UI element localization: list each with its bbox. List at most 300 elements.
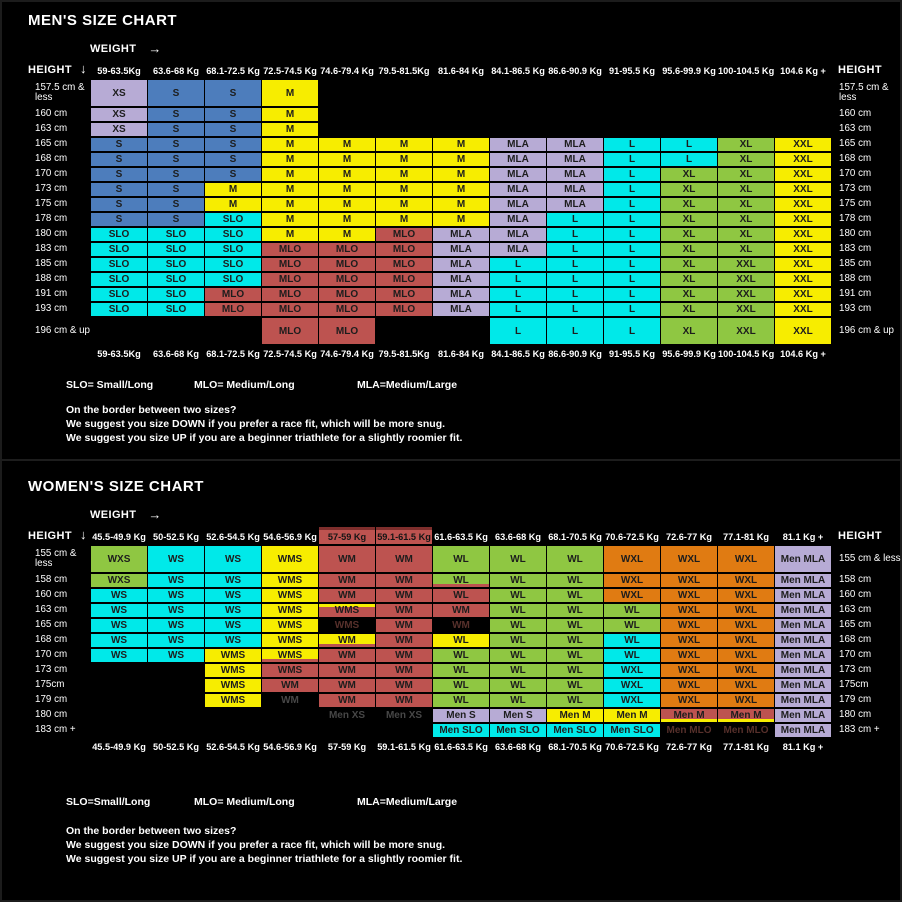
weight-column-footer: 84.1-86.5 Kg [491, 349, 545, 359]
size-cell [490, 123, 546, 136]
size-cell: WMS [205, 649, 261, 662]
weight-column-footer: 54.6-56.9 Kg [263, 742, 317, 752]
size-cell: S [91, 213, 147, 226]
size-cell: L [604, 168, 660, 181]
size-cell: M [376, 183, 432, 196]
size-cell: XL [661, 318, 717, 344]
size-cell: SLO [148, 288, 204, 301]
size-cell: WL [604, 604, 660, 617]
size-cell: SLO [148, 273, 204, 286]
size-cell: XXL [718, 273, 774, 286]
size-cell: M [376, 198, 432, 211]
size-cell: MLO [205, 288, 261, 301]
size-cell: WL [604, 649, 660, 662]
legend-mla: MLA=Medium/Large [357, 796, 458, 808]
size-cell: Men MLA [775, 619, 831, 632]
height-row-label: 188 cm [35, 273, 68, 285]
size-cell: WL [433, 664, 489, 677]
size-cell: WM [376, 604, 432, 617]
weight-column-header: 68.1-70.5 Kg [548, 532, 602, 542]
size-cell [319, 80, 375, 106]
size-cell: S [205, 153, 261, 166]
size-cell: MLA [490, 138, 546, 151]
size-cell: WL [547, 649, 603, 662]
size-cell: WL [490, 546, 546, 572]
size-cell: WM [262, 694, 318, 707]
size-cell: L [547, 228, 603, 241]
size-cell: L [604, 153, 660, 166]
size-cell: WXL [604, 546, 660, 572]
height-row-label: 157.5 cm & less [839, 81, 889, 103]
size-cell: WM [319, 589, 375, 602]
size-cell: Men MLA [775, 634, 831, 647]
height-axis-label-right: HEIGHT [838, 530, 882, 542]
height-row-label: 179 cm [35, 694, 68, 706]
weight-column-footer: 79.5-81.5Kg [378, 349, 430, 359]
size-cell: M [205, 198, 261, 211]
size-cell: L [661, 153, 717, 166]
mens-legend [66, 379, 902, 391]
size-cell: WL [547, 546, 603, 572]
size-cell: WM [376, 694, 432, 707]
size-cell: WL [433, 679, 489, 692]
size-cell: Men XS [319, 709, 375, 722]
size-cell: MLA [490, 243, 546, 256]
size-cell: XXL [775, 183, 831, 196]
size-cell: MLO [262, 303, 318, 316]
size-cell: MLA [547, 168, 603, 181]
weight-column-header: 79.5-81.5Kg [378, 66, 430, 76]
size-cell: WM [319, 679, 375, 692]
size-cell: XL [661, 213, 717, 226]
size-cell: SLO [148, 243, 204, 256]
weight-column-footer: 86.6-90.9 Kg [548, 349, 602, 359]
size-cell: WXL [604, 679, 660, 692]
size-cell: Men MLA [775, 679, 831, 692]
size-cell: WS [148, 546, 204, 572]
size-cell: MLA [433, 258, 489, 271]
height-row-label: 160 cm [839, 108, 872, 120]
weight-column-header: 54.6-56.9 Kg [263, 532, 317, 542]
size-cell: WXL [604, 574, 660, 587]
height-row-label: 173 cm [839, 183, 872, 195]
size-cell [262, 709, 318, 722]
size-cell [433, 108, 489, 121]
size-cell: MLO [262, 288, 318, 301]
weight-column-footer: 95.6-99.9 Kg [662, 349, 716, 359]
weight-column-footer: 81.6-84 Kg [438, 349, 484, 359]
height-row-label: 196 cm & up [839, 324, 895, 336]
size-cell: MLO [376, 243, 432, 256]
size-cell: WXL [718, 649, 774, 662]
size-cell: L [490, 258, 546, 271]
height-row-label: 191 cm [35, 288, 68, 300]
size-cell: MLA [433, 243, 489, 256]
size-cell: Men MLA [775, 694, 831, 707]
height-axis-label-left [28, 527, 90, 544]
height-axis-label-right: HEIGHT [838, 64, 882, 76]
size-cell: WXL [718, 694, 774, 707]
size-cell: XXL [775, 243, 831, 256]
size-cell: MLA [433, 288, 489, 301]
size-cell: S [91, 198, 147, 211]
size-cell: WM [319, 694, 375, 707]
size-cell: SLO [91, 273, 147, 286]
womens-notes [66, 824, 902, 866]
size-cell: M [262, 80, 318, 106]
size-cell: S [91, 153, 147, 166]
size-cell: WL [433, 546, 489, 572]
size-cell: WS [148, 619, 204, 632]
size-cell: WM [319, 546, 375, 572]
height-row-label: 168 cm [35, 153, 68, 165]
weight-column-header: 70.6-72.5 Kg [605, 532, 659, 542]
weight-column-footer: 100-104.5 Kg [718, 349, 775, 359]
size-cell: MLA [547, 153, 603, 166]
height-row-label: 185 cm [35, 258, 68, 270]
size-cell: WS [205, 634, 261, 647]
size-cell: M [376, 138, 432, 151]
weight-column-header: 77.1-81 Kg [723, 532, 769, 542]
weight-column-header: 59.1-61.5 Kg [376, 527, 432, 544]
size-cell: MLO [319, 258, 375, 271]
size-cell: SLO [205, 273, 261, 286]
size-cell [376, 318, 432, 344]
size-cell: XXL [775, 303, 831, 316]
height-row-label: 168 cm [839, 153, 872, 165]
legend-mlo: MLO= Medium/Long [194, 796, 295, 808]
size-cell: WL [490, 679, 546, 692]
size-cell: WM [376, 679, 432, 692]
height-row-label: 170 cm [839, 649, 872, 661]
height-row-label: 163 cm [839, 123, 872, 135]
size-cell: WXL [604, 589, 660, 602]
weight-column-footer: 61.6-63.5 Kg [434, 742, 488, 752]
size-cell [775, 108, 831, 121]
size-cell [376, 80, 432, 106]
size-cell: L [604, 183, 660, 196]
right-arrow-icon: → [148, 507, 162, 522]
height-row-label: 183 cm + [35, 724, 76, 736]
size-cell: S [148, 168, 204, 181]
size-cell: L [490, 303, 546, 316]
size-cell [661, 80, 717, 106]
size-cell: M [319, 153, 375, 166]
size-cell: WXL [661, 604, 717, 617]
size-cell: WMS [262, 546, 318, 572]
size-cell: WS [205, 546, 261, 572]
size-cell: MLA [490, 198, 546, 211]
size-cell: Men MLA [775, 649, 831, 662]
size-cell: M [205, 183, 261, 196]
size-cell: MLO [262, 318, 318, 344]
size-cell: M [262, 123, 318, 136]
size-cell: WL [547, 619, 603, 632]
size-cell: MLA [490, 228, 546, 241]
size-cell: L [547, 288, 603, 301]
size-cell: XL [661, 228, 717, 241]
height-row-label: 191 cm [839, 288, 872, 300]
size-cell: WXL [718, 546, 774, 572]
mens-chart-title: MEN'S SIZE CHART [28, 12, 178, 29]
size-cell: Men MLA [775, 546, 831, 572]
mens-notes [66, 403, 902, 445]
size-cell: MLA [547, 138, 603, 151]
size-cell: WS [91, 604, 147, 617]
size-cell: WL [547, 679, 603, 692]
size-cell [319, 123, 375, 136]
size-cell: S [91, 168, 147, 181]
size-cell [91, 694, 147, 707]
size-cell: M [319, 168, 375, 181]
size-cell: WS [148, 589, 204, 602]
note-line: We suggest you size UP if you are a beginner triathlete for a slightly roomier fit. [66, 432, 463, 444]
size-cell: Men XS [376, 709, 432, 722]
size-cell: XL [661, 273, 717, 286]
size-cell: L [604, 303, 660, 316]
size-cell: WM [319, 649, 375, 662]
size-cell: WMS [262, 574, 318, 587]
size-cell: SLO [205, 243, 261, 256]
height-row-label: 158 cm [839, 574, 872, 586]
size-cell: WL [490, 589, 546, 602]
size-cell: MLO [376, 273, 432, 286]
size-cell: XXL [775, 138, 831, 151]
size-cell [376, 123, 432, 136]
size-cell: Men M [718, 709, 774, 722]
footer-spacer [28, 739, 90, 752]
size-cell: WMS [262, 649, 318, 662]
size-cell: WL [490, 574, 546, 587]
size-cell [148, 709, 204, 722]
size-cell: WL [547, 694, 603, 707]
size-cell: M [319, 228, 375, 241]
weight-column-footer: 59-63.5Kg [97, 349, 141, 359]
size-cell: WL [547, 664, 603, 677]
mens-size-table [28, 61, 902, 359]
size-cell: XXL [775, 153, 831, 166]
size-cell: M [262, 228, 318, 241]
size-cell: WM [376, 634, 432, 647]
size-cell: WS [91, 649, 147, 662]
womens-weight-axis-label [90, 507, 902, 522]
size-cell: XXL [775, 288, 831, 301]
size-cell: M [262, 213, 318, 226]
size-cell [91, 679, 147, 692]
height-row-label: 175 cm [839, 198, 872, 210]
size-cell: S [205, 80, 261, 106]
size-cell: MLO [205, 303, 261, 316]
size-cell [547, 123, 603, 136]
size-cell: S [205, 168, 261, 181]
legend-slo: SLO=Small/Long [66, 796, 151, 808]
size-cell: L [547, 273, 603, 286]
mens-weight-axis-label [90, 41, 902, 56]
size-cell: MLO [376, 288, 432, 301]
weight-column-header: 50-52.5 Kg [153, 532, 199, 542]
size-grid [28, 61, 902, 359]
height-axis-label-left [28, 61, 90, 78]
size-cell: WXL [718, 634, 774, 647]
weight-column-footer: 91-95.5 Kg [609, 349, 655, 359]
size-cell: WMS [262, 664, 318, 677]
size-cell: WS [205, 619, 261, 632]
size-cell: MLO [319, 288, 375, 301]
weight-column-header: 63.6-68 Kg [153, 66, 199, 76]
size-cell: M [262, 198, 318, 211]
weight-column-header: 52.6-54.5 Kg [206, 532, 260, 542]
size-cell: MLA [490, 213, 546, 226]
weight-column-footer: 77.1-81 Kg [723, 742, 769, 752]
weight-column-header: 81.1 Kg + [782, 532, 824, 542]
size-cell [775, 80, 831, 106]
size-cell: XL [661, 198, 717, 211]
size-cell: XL [718, 198, 774, 211]
size-cell: L [490, 288, 546, 301]
size-cell [718, 108, 774, 121]
size-cell: L [547, 303, 603, 316]
size-cell: WMS [205, 679, 261, 692]
size-cell: WL [490, 634, 546, 647]
size-cell: WL [490, 649, 546, 662]
size-cell: MLA [547, 183, 603, 196]
size-cell: XXL [775, 198, 831, 211]
weight-label: WEIGHT [90, 508, 137, 521]
size-cell: L [547, 318, 603, 344]
height-row-label: 173 cm [35, 664, 68, 676]
size-cell: XXL [775, 168, 831, 181]
size-cell [490, 80, 546, 106]
size-cell: XXL [775, 228, 831, 241]
size-cell: WS [205, 574, 261, 587]
size-cell: M [376, 153, 432, 166]
weight-column-footer: 104.6 Kg + [780, 349, 826, 359]
size-cell: WM [319, 634, 375, 647]
size-cell: WM [319, 664, 375, 677]
height-row-label: 163 cm [839, 604, 872, 616]
size-cell: Men SLO [604, 724, 660, 737]
height-row-label: 165 cm [839, 619, 872, 631]
note-line: On the border between two sizes? [66, 404, 237, 416]
size-cell: XL [718, 168, 774, 181]
size-cell: XXL [775, 273, 831, 286]
size-cell [91, 709, 147, 722]
size-cell: WM [376, 546, 432, 572]
size-cell: SLO [205, 258, 261, 271]
size-cell [376, 108, 432, 121]
size-cell: MLO [376, 228, 432, 241]
size-cell: MLO [376, 258, 432, 271]
size-cell: WS [148, 634, 204, 647]
height-row-label: 183 cm [35, 243, 68, 255]
weight-column-header: 63.6-68 Kg [495, 532, 541, 542]
size-cell: MLO [319, 318, 375, 344]
size-cell: S [205, 123, 261, 136]
size-cell: XL [718, 138, 774, 151]
note-line: We suggest you size DOWN if you prefer a race fit, which will be more snug. [66, 418, 446, 430]
size-cell: S [148, 108, 204, 121]
size-cell: Men M [604, 709, 660, 722]
size-cell: WMS [262, 589, 318, 602]
size-cell: MLO [319, 273, 375, 286]
size-cell: L [604, 198, 660, 211]
size-cell: MLA [433, 303, 489, 316]
size-cell: SLO [91, 228, 147, 241]
size-cell [433, 318, 489, 344]
size-cell: S [205, 108, 261, 121]
weight-column-header: 74.6-79.4 Kg [320, 66, 374, 76]
size-cell: WXL [661, 634, 717, 647]
size-cell [91, 724, 147, 737]
size-cell: Men MLA [775, 664, 831, 677]
height-row-label: 173 cm [839, 664, 872, 676]
size-cell: SLO [91, 288, 147, 301]
size-cell: WXL [718, 664, 774, 677]
height-row-label: 155 cm & less [839, 552, 901, 564]
height-row-label: 160 cm [35, 108, 68, 120]
size-cell: M [262, 153, 318, 166]
size-cell: WL [433, 574, 489, 587]
size-cell: M [433, 138, 489, 151]
size-cell: M [319, 138, 375, 151]
size-cell: Men M [547, 709, 603, 722]
size-cell: WMS [262, 634, 318, 647]
size-cell: S [148, 213, 204, 226]
size-cell [262, 724, 318, 737]
weight-column-footer: 72.5-74.5 Kg [263, 349, 317, 359]
size-cell: XL [661, 168, 717, 181]
size-cell: M [262, 183, 318, 196]
size-cell: MLO [376, 303, 432, 316]
size-cell: L [547, 258, 603, 271]
size-cell: WL [490, 619, 546, 632]
weight-column-header: 81.6-84 Kg [438, 66, 484, 76]
size-cell [148, 694, 204, 707]
size-cell: L [604, 258, 660, 271]
size-cell [718, 123, 774, 136]
legend-slo: SLO= Small/Long [66, 379, 154, 391]
size-cell: WM [376, 589, 432, 602]
weight-column-footer: 59.1-61.5 Kg [377, 742, 431, 752]
size-cell: WS [148, 574, 204, 587]
size-cell: WL [604, 619, 660, 632]
height-row-label: 170 cm [35, 649, 68, 661]
size-cell: WM [376, 619, 432, 632]
size-cell [604, 80, 660, 106]
height-row-label: 193 cm [839, 303, 872, 315]
womens-size-table [28, 527, 902, 752]
size-cell: WL [547, 574, 603, 587]
size-cell: M [319, 213, 375, 226]
size-cell: XXL [718, 318, 774, 344]
size-cell: Men MLO [661, 724, 717, 737]
womens-size-chart-section [0, 461, 902, 866]
size-cell [661, 123, 717, 136]
size-cell: Men S [433, 709, 489, 722]
size-cell: XL [661, 183, 717, 196]
size-cell: S [148, 138, 204, 151]
size-cell: MLA [433, 273, 489, 286]
size-cell: S [148, 153, 204, 166]
size-cell: WS [148, 604, 204, 617]
size-cell: S [148, 198, 204, 211]
size-cell: M [376, 168, 432, 181]
size-cell: XL [718, 228, 774, 241]
size-cell: MLA [490, 153, 546, 166]
height-row-label: 163 cm [35, 123, 68, 135]
size-cell [490, 108, 546, 121]
size-cell: WMS [319, 604, 375, 617]
